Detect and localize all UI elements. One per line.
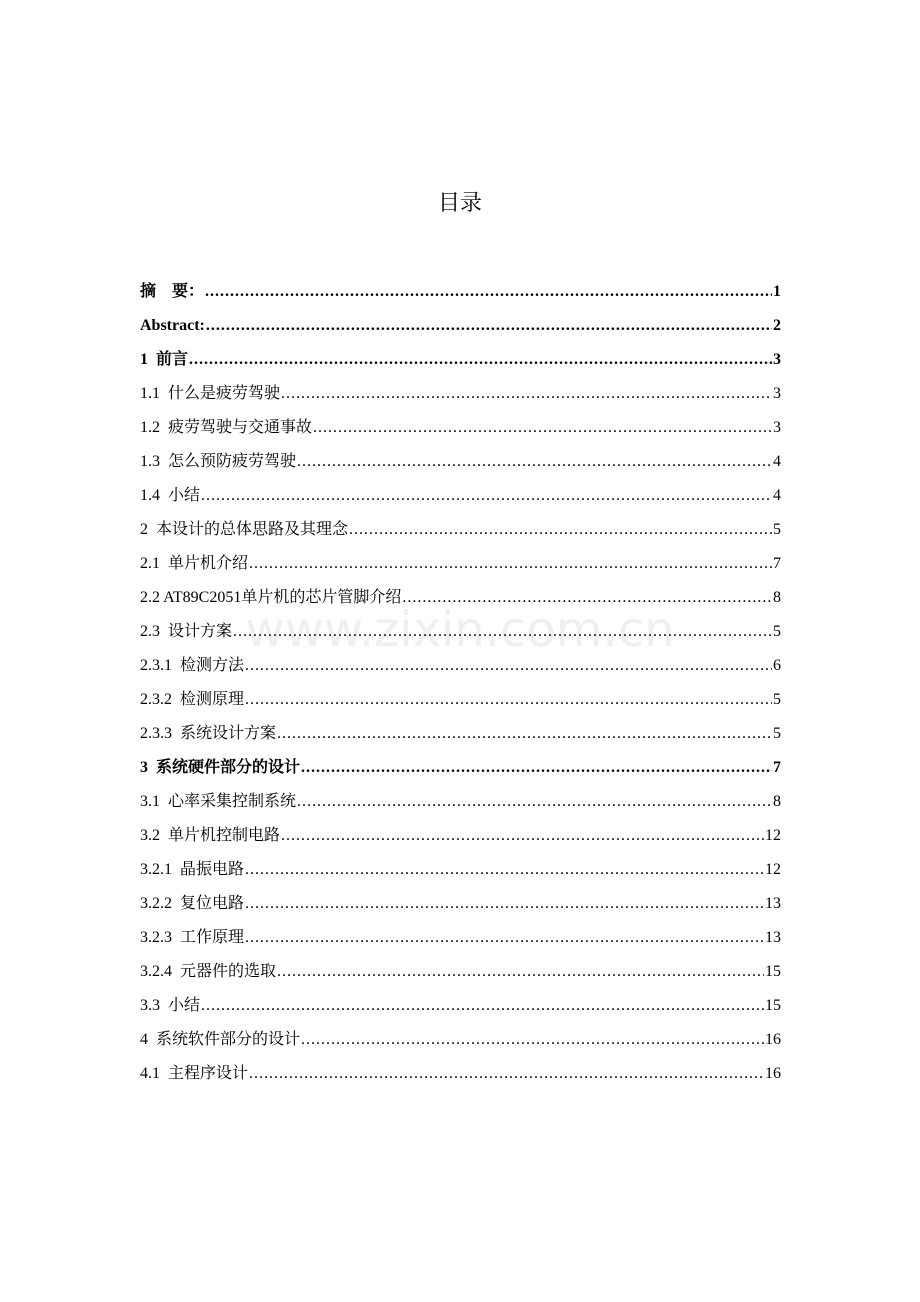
toc-dot-leader — [245, 853, 764, 887]
toc-entry[interactable] — [140, 343, 781, 377]
toc-entry[interactable] — [140, 547, 781, 581]
toc-entry-label: 3.2.2 复位电路 — [140, 895, 245, 912]
toc-entry-page-number: 8 — [773, 793, 781, 810]
toc-entry[interactable] — [140, 309, 781, 343]
toc-entry-page-number: 6 — [773, 657, 781, 674]
toc-entry-label: 1.4 小结 — [140, 487, 201, 504]
toc-entry[interactable] — [140, 513, 781, 547]
toc-entry[interactable] — [140, 411, 781, 445]
toc-entry[interactable] — [140, 853, 781, 887]
toc-entry-page-number: 4 — [773, 487, 781, 504]
toc-entry[interactable] — [140, 785, 781, 819]
toc-entry[interactable] — [140, 649, 781, 683]
toc-entry[interactable] — [140, 683, 781, 717]
toc-dot-leader — [201, 989, 764, 1023]
toc-dot-leader — [249, 1057, 764, 1091]
toc-dot-leader — [206, 309, 772, 343]
toc-entry[interactable] — [140, 921, 781, 955]
toc-dot-leader — [245, 649, 772, 683]
toc-entry-label: 4.1 主程序设计 — [140, 1065, 249, 1082]
toc-dot-leader — [245, 921, 764, 955]
toc-dot-leader — [301, 751, 772, 785]
toc-dot-leader — [189, 343, 772, 377]
toc-entry-label: 1.2 疲劳驾驶与交通事故 — [140, 419, 313, 436]
toc-entry[interactable] — [140, 615, 781, 649]
toc-dot-leader — [313, 411, 772, 445]
toc-entry-page-number: 5 — [773, 623, 781, 640]
toc-entry[interactable] — [140, 377, 781, 411]
toc-entry-page-number: 13 — [765, 895, 781, 912]
page-title: 目录 — [437, 191, 482, 216]
toc-dot-leader — [281, 819, 764, 853]
toc-entry-page-number: 7 — [773, 759, 781, 776]
toc-entry[interactable] — [140, 819, 781, 853]
toc-entry-page-number: 1 — [773, 283, 781, 300]
toc-entry[interactable] — [140, 717, 781, 751]
toc-entry-label: 3.2.4 元器件的选取 — [140, 963, 277, 980]
toc-entry-page-number: 5 — [773, 725, 781, 742]
toc-entry-label: 2.3.1 检测方法 — [140, 657, 245, 674]
toc-entry-page-number: 4 — [773, 453, 781, 470]
toc-entry-label: 3.2 单片机控制电路 — [140, 827, 281, 844]
toc-entry-label: 3 系统硬件部分的设计 — [140, 759, 301, 776]
toc-dot-leader — [277, 955, 764, 989]
toc-entry-label: 2.3 设计方案 — [140, 623, 233, 640]
toc-dot-leader — [245, 683, 772, 717]
toc-entry[interactable] — [140, 479, 781, 513]
toc-entry-page-number: 3 — [773, 385, 781, 402]
toc-entry[interactable] — [140, 1023, 781, 1057]
toc-entry-label: Abstract: — [140, 317, 205, 334]
toc-entry-label: 1.1 什么是疲劳驾驶 — [140, 385, 281, 402]
toc-entry-page-number: 3 — [773, 351, 781, 368]
toc-entry-page-number: 7 — [773, 555, 781, 572]
toc-entry[interactable] — [140, 581, 781, 615]
toc-entry-label: 摘 要： — [140, 283, 205, 300]
toc-entry-label: 1.3 怎么预防疲劳驾驶 — [140, 453, 297, 470]
toc-entry-page-number: 12 — [765, 861, 781, 878]
toc-dot-leader — [281, 377, 772, 411]
toc-entry[interactable] — [140, 989, 781, 1023]
toc-entry[interactable] — [140, 887, 781, 921]
table-of-contents — [140, 275, 781, 1091]
toc-entry-label: 2.3.3 系统设计方案 — [140, 725, 277, 742]
toc-dot-leader — [297, 445, 772, 479]
toc-entry-page-number: 15 — [765, 963, 781, 980]
toc-dot-leader — [277, 717, 772, 751]
toc-entry-label: 1 前言 — [140, 351, 189, 368]
toc-entry-page-number: 5 — [773, 691, 781, 708]
toc-entry-label: 3.2.1 晶振电路 — [140, 861, 245, 878]
toc-entry-page-number: 16 — [765, 1031, 781, 1048]
toc-entry-page-number: 16 — [765, 1065, 781, 1082]
toc-entry-label: 2.3.2 检测原理 — [140, 691, 245, 708]
toc-entry-page-number: 12 — [765, 827, 781, 844]
toc-dot-leader — [301, 1023, 764, 1057]
toc-entry-page-number: 5 — [773, 521, 781, 538]
toc-entry-page-number: 13 — [765, 929, 781, 946]
toc-entry-label: 2 本设计的总体思路及其理念 — [140, 521, 349, 538]
toc-entry[interactable] — [140, 445, 781, 479]
toc-dot-leader — [249, 547, 772, 581]
toc-dot-leader — [245, 887, 764, 921]
toc-entry[interactable] — [140, 751, 781, 785]
toc-entry-page-number: 15 — [765, 997, 781, 1014]
toc-dot-leader — [297, 785, 772, 819]
toc-entry-label: 3.1 心率采集控制系统 — [140, 793, 297, 810]
toc-entry-label: 3.2.3 工作原理 — [140, 929, 245, 946]
toc-dot-leader — [402, 581, 772, 615]
toc-entry[interactable] — [140, 1057, 781, 1091]
toc-entry[interactable] — [140, 955, 781, 989]
toc-dot-leader — [233, 615, 772, 649]
toc-entry-label: 2.1 单片机介绍 — [140, 555, 249, 572]
toc-entry-label: 2.2 AT89C2051单片机的芯片管脚介绍 — [140, 589, 402, 606]
watermark: www.zixin.com.cn — [245, 602, 675, 658]
toc-entry-label: 3.3 小结 — [140, 997, 201, 1014]
toc-entry-page-number: 3 — [773, 419, 781, 436]
toc-entry-label: 4 系统软件部分的设计 — [140, 1031, 301, 1048]
toc-dot-leader — [205, 275, 772, 309]
toc-dot-leader — [201, 479, 772, 513]
toc-dot-leader — [349, 513, 772, 547]
toc-entry-page-number: 8 — [773, 589, 781, 606]
toc-entry-page-number: 2 — [773, 317, 781, 334]
toc-entry[interactable] — [140, 275, 781, 309]
